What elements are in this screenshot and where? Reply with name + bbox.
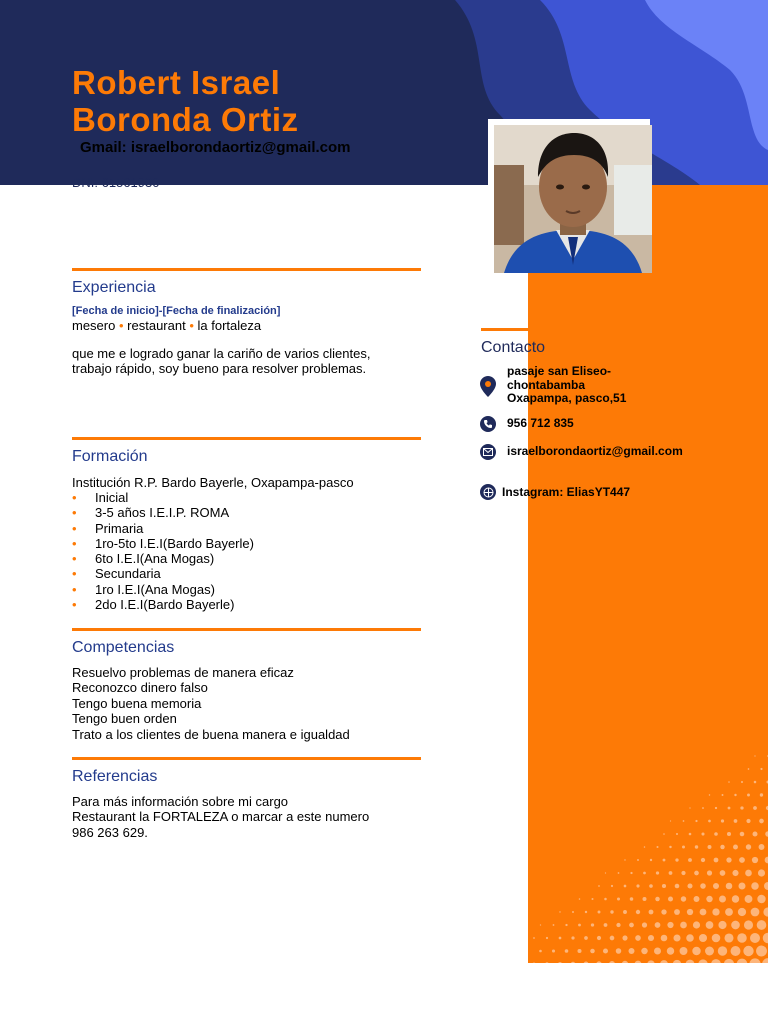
pattern-dot <box>642 897 646 901</box>
pattern-dot <box>680 922 687 929</box>
pattern-dot <box>669 871 673 875</box>
pattern-dot <box>702 807 704 809</box>
name-line-2: Boronda Ortiz <box>72 101 299 138</box>
pattern-dot <box>740 832 745 837</box>
pattern-dot <box>737 959 748 963</box>
pattern-dot <box>552 949 555 952</box>
name-line-1: Robert Israel <box>72 64 281 101</box>
address-line: Oxapampa, pasco,51 <box>507 391 627 405</box>
pattern-dot <box>663 859 666 862</box>
address-line: pasaje san Eliseo- <box>507 364 612 378</box>
pattern-dot <box>745 895 753 903</box>
experience-dates: [Fecha de inicio]-[Fecha de finalización] <box>72 305 281 317</box>
pattern-dot <box>718 921 726 929</box>
education-item: • 1ro-5to I.E.I(Bardo Bayerle) <box>72 536 254 551</box>
education-item: • 3-5 años I.E.I.P. ROMA <box>72 505 254 520</box>
pattern-dot <box>743 946 753 956</box>
pattern-dot <box>741 781 743 783</box>
section-divider <box>72 437 421 440</box>
pattern-dot <box>649 910 654 915</box>
pattern-dot <box>749 958 760 963</box>
pattern-dot <box>725 908 733 916</box>
pattern-dot <box>701 858 705 862</box>
pattern-dot <box>731 946 741 956</box>
experience-company: restaurant <box>127 318 186 333</box>
pattern-dot <box>754 755 755 756</box>
pattern-dot <box>681 871 685 875</box>
pattern-dot <box>591 898 593 900</box>
pattern-dot <box>745 870 752 877</box>
pattern-dot <box>699 934 707 942</box>
decorative-dot-pattern <box>528 700 768 963</box>
pattern-dot <box>759 844 765 850</box>
pattern-dot <box>737 933 747 943</box>
education-item: • 6to I.E.I(Ana Mogas) <box>72 551 254 566</box>
pattern-dot <box>648 935 654 941</box>
pattern-dot <box>667 922 673 928</box>
pattern-dot <box>624 859 625 860</box>
pattern-dot <box>662 884 666 888</box>
pattern-dot <box>635 961 642 963</box>
pattern-dot <box>675 858 678 861</box>
pattern-dot <box>740 806 743 809</box>
pattern-dot <box>635 935 641 941</box>
pattern-dot <box>765 857 768 864</box>
pattern-dot <box>757 895 765 903</box>
pattern-dot <box>708 820 711 823</box>
pattern-dot <box>726 883 733 890</box>
pattern-dot <box>578 924 581 927</box>
pattern-dot <box>714 832 718 836</box>
pattern-dot <box>559 937 562 940</box>
pattern-dot <box>746 819 750 823</box>
skill-item: Trato a los clientes de buena manera e igualdad <box>72 726 350 742</box>
pattern-dot <box>611 885 613 887</box>
pattern-dot <box>722 794 724 796</box>
pattern-dot <box>654 948 661 955</box>
pattern-dot <box>641 948 647 954</box>
pattern-dot <box>688 858 692 862</box>
contact-address <box>507 365 626 406</box>
pattern-dot <box>727 832 731 836</box>
pattern-dot <box>762 958 768 963</box>
contact-phone: 956 712 835 <box>507 416 574 430</box>
references-title: Referencias <box>72 768 158 785</box>
pattern-dot <box>668 897 673 902</box>
pattern-dot <box>647 960 654 963</box>
pattern-dot <box>689 833 692 836</box>
phone-icon <box>480 416 496 432</box>
contact-divider <box>481 328 528 331</box>
pattern-dot <box>754 781 757 784</box>
pattern-dot <box>661 935 668 942</box>
pattern-dot <box>650 859 652 861</box>
pattern-dot <box>673 934 680 941</box>
pattern-dot <box>579 898 581 900</box>
section-divider <box>72 628 421 631</box>
pattern-dot <box>675 884 680 889</box>
pattern-dot <box>709 794 710 795</box>
skill-item: Tengo buena memoria <box>72 695 202 711</box>
pattern-dot <box>683 820 685 822</box>
pattern-dot <box>744 920 753 929</box>
pattern-dot <box>700 909 707 916</box>
education-item: • Inicial <box>72 490 254 505</box>
pattern-dot <box>622 935 627 940</box>
pattern-dot <box>649 884 653 888</box>
skill-item: Reconozco dinero falso <box>72 680 208 696</box>
pattern-dot <box>539 950 542 953</box>
pattern-dot <box>667 947 674 954</box>
pattern-dot <box>707 870 712 875</box>
education-item: • 1ro I.E.I(Ana Mogas) <box>72 582 254 597</box>
pattern-dot <box>738 908 746 916</box>
pattern-dot <box>616 948 622 954</box>
pattern-dot <box>758 869 765 876</box>
pattern-dot <box>759 819 764 824</box>
pattern-dot <box>598 885 600 887</box>
pattern-dot <box>706 921 714 929</box>
pattern-dot <box>680 947 688 955</box>
pattern-dot <box>721 819 724 822</box>
experience-title: Experiencia <box>72 279 156 296</box>
pattern-dot <box>751 882 759 890</box>
pattern-dot <box>728 781 730 783</box>
references-line: Restaurant la FORTALEZA o marcar a este numero <box>72 809 370 825</box>
pattern-dot <box>714 858 719 863</box>
pattern-dot <box>637 859 639 861</box>
pattern-dot <box>693 921 700 928</box>
address-line: chontabamba <box>507 377 586 392</box>
education-item: • Primaria <box>72 521 254 536</box>
pattern-dot <box>674 909 680 915</box>
pattern-dot <box>718 946 727 955</box>
pattern-dot <box>604 923 608 927</box>
pattern-dot <box>596 961 601 963</box>
pattern-dot <box>571 962 575 963</box>
pattern-dot <box>553 924 555 926</box>
pattern-dot <box>558 962 562 963</box>
education-institution: Institución R.P. Bardo Bayerle, Oxapampa-pasco <box>72 475 354 490</box>
pattern-dot <box>686 960 695 963</box>
pattern-dot <box>642 922 647 927</box>
email-icon <box>480 444 496 460</box>
pattern-dot <box>726 857 731 862</box>
pattern-dot <box>763 907 768 916</box>
pattern-dot <box>630 872 632 874</box>
pattern-dot <box>609 961 615 963</box>
pattern-dot <box>760 793 763 796</box>
pattern-dot <box>715 807 717 809</box>
pattern-dot <box>572 911 574 913</box>
pattern-dot <box>661 909 666 914</box>
instagram-icon <box>480 484 496 500</box>
pattern-dot <box>584 962 589 963</box>
pattern-dot <box>728 807 731 810</box>
pattern-dot <box>533 937 535 939</box>
pattern-dot <box>616 923 620 927</box>
pattern-dot <box>622 961 628 963</box>
pattern-dot <box>605 872 606 873</box>
pattern-dot <box>739 857 745 863</box>
pattern-dot <box>565 949 569 953</box>
skills-title: Competencias <box>72 639 175 656</box>
pattern-dot <box>585 911 587 913</box>
pattern-dot <box>644 846 646 848</box>
pattern-dot <box>628 948 634 954</box>
skill-item: Tengo buen orden <box>72 711 177 727</box>
pattern-dot <box>698 959 707 963</box>
separator-dot: • <box>118 318 124 333</box>
references-line: Para más información sobre mi cargo <box>72 794 289 809</box>
pattern-dot <box>565 924 567 926</box>
pattern-dot <box>682 846 685 849</box>
pattern-dot <box>669 846 671 848</box>
pattern-dot <box>751 908 760 917</box>
pattern-dot <box>695 820 697 822</box>
pattern-dot <box>753 806 757 810</box>
section-divider <box>72 757 421 760</box>
education-title: Formación <box>72 448 148 465</box>
pattern-dot <box>711 959 721 963</box>
education-list <box>72 490 254 612</box>
pattern-dot <box>624 885 627 888</box>
experience-description <box>72 346 370 376</box>
pattern-dot <box>692 947 700 955</box>
contact-email: israelborondaortiz@gmail.com <box>507 444 683 458</box>
pattern-dot <box>598 911 601 914</box>
pattern-dot <box>756 946 767 957</box>
education-item: • 2do I.E.I(Bardo Bayerle) <box>72 597 254 612</box>
profile-photo <box>494 125 652 273</box>
pattern-dot <box>719 896 726 903</box>
pattern-dot <box>705 947 714 956</box>
pattern-dot <box>708 845 712 849</box>
pattern-dot <box>610 910 613 913</box>
pattern-dot <box>752 857 758 863</box>
separator-dot: • <box>189 318 194 333</box>
pattern-dot <box>545 962 548 963</box>
skill-item: Resuelvo problemas de manera eficaz <box>72 665 294 680</box>
pattern-dot <box>733 845 738 850</box>
pattern-dot <box>656 871 659 874</box>
pattern-dot <box>670 820 671 821</box>
pattern-dot <box>731 921 740 930</box>
pattern-dot <box>657 846 659 848</box>
pattern-dot <box>757 920 767 930</box>
pattern-dot <box>687 883 692 888</box>
pattern-dot <box>738 882 745 889</box>
pattern-dot <box>732 870 738 876</box>
pattern-dot <box>724 959 734 963</box>
references-text <box>72 794 369 840</box>
experience-description-line: trabajo rápido, soy bueno para resolver problemas. <box>72 361 367 376</box>
pattern-dot <box>643 872 646 875</box>
pattern-dot <box>734 819 738 823</box>
references-line: 986 263 629. <box>72 824 148 840</box>
pattern-dot <box>686 934 694 942</box>
pattern-dot <box>636 910 640 914</box>
pattern-dot <box>623 910 627 914</box>
pattern-dot <box>655 922 661 928</box>
experience-role: mesero <box>72 318 116 333</box>
pattern-dot <box>748 768 750 770</box>
pattern-dot <box>577 949 581 953</box>
pattern-dot <box>681 896 686 901</box>
pattern-dot <box>604 898 607 901</box>
pattern-dot <box>694 896 700 902</box>
pattern-dot <box>676 833 678 835</box>
pattern-dot <box>590 949 595 954</box>
dni-number: DNI: 61561930 <box>72 175 160 190</box>
pattern-dot <box>673 960 681 963</box>
pattern-dot <box>763 933 768 944</box>
pattern-dot <box>546 937 548 939</box>
full-name <box>72 64 299 138</box>
experience-place: la fortaleza <box>197 318 262 333</box>
contact-title: Contacto <box>481 339 546 356</box>
pattern-dot <box>712 908 719 915</box>
pattern-dot <box>610 936 615 941</box>
pattern-dot <box>720 845 724 849</box>
location-pin-icon <box>480 376 496 397</box>
pattern-dot <box>597 936 601 940</box>
pattern-dot <box>540 924 541 925</box>
pattern-dot <box>701 832 704 835</box>
pattern-dot <box>663 833 665 835</box>
pattern-dot <box>571 936 574 939</box>
pattern-dot <box>747 794 750 797</box>
pattern-dot <box>695 845 698 848</box>
pattern-dot <box>689 807 690 808</box>
pattern-dot <box>712 934 721 943</box>
pattern-dot <box>660 960 668 963</box>
pattern-dot <box>603 948 608 953</box>
pattern-dot <box>720 870 726 876</box>
pattern-dot <box>559 911 560 912</box>
experience-description-line: que me e logrado ganar la cariño de varios clientes, <box>72 346 371 361</box>
education-item: • Secundaria <box>72 566 254 581</box>
pattern-dot <box>764 882 768 890</box>
pattern-dot <box>655 897 659 901</box>
pattern-dot <box>732 895 739 902</box>
pattern-dot <box>630 897 634 901</box>
pattern-dot <box>706 896 712 902</box>
experience-role-line <box>72 318 261 333</box>
pattern-dot <box>734 794 736 796</box>
pattern-dot <box>752 831 757 836</box>
pattern-dot <box>694 871 699 876</box>
header-email: Gmail: israelborondaortiz@gmail.com <box>80 139 351 156</box>
pattern-dot <box>724 933 733 942</box>
contact-instagram: Instagram: EliasYT447 <box>502 485 631 499</box>
pattern-dot <box>591 923 594 926</box>
pattern-dot <box>617 897 620 900</box>
pattern-dot <box>584 936 588 940</box>
section-divider <box>72 268 421 271</box>
pattern-dot <box>618 872 620 874</box>
skills-list <box>72 665 350 742</box>
pattern-dot <box>700 883 706 889</box>
pattern-dot <box>713 883 719 889</box>
pattern-dot <box>760 768 762 770</box>
pattern-dot <box>629 923 634 928</box>
pattern-dot <box>750 933 760 943</box>
pattern-dot <box>746 844 751 849</box>
pattern-dot <box>687 909 693 915</box>
pattern-dot <box>636 884 639 887</box>
